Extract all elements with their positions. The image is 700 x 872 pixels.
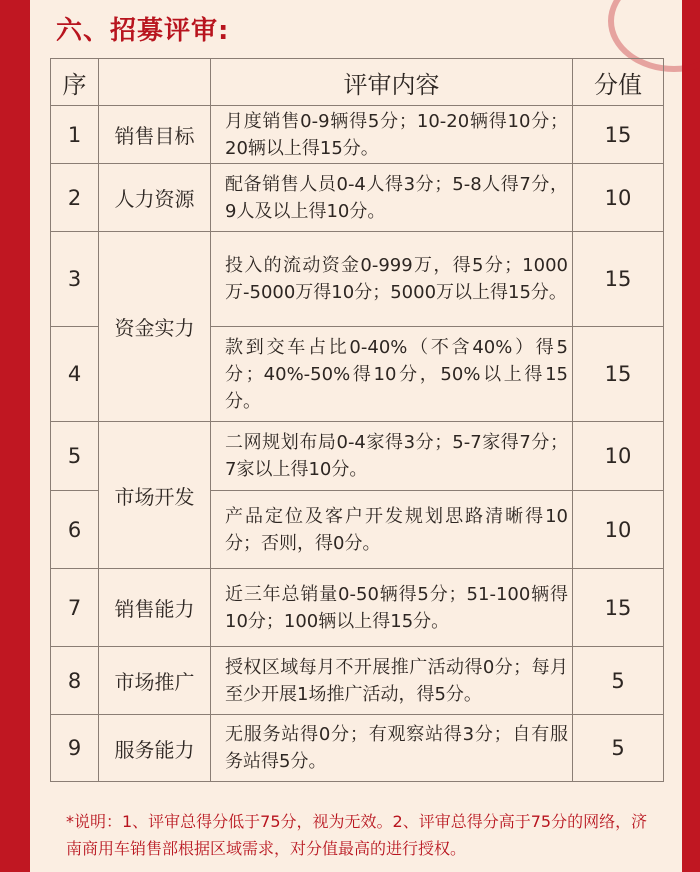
row-score: 15	[573, 327, 664, 422]
row-score: 10	[573, 164, 664, 232]
row-number: 6	[51, 491, 99, 569]
row-content: 投入的流动资金0-999万，得5分；1000万-5000万得10分；5000万以上得15分。	[211, 232, 573, 327]
header-score: 分值	[573, 59, 664, 106]
section-title: 六、招募评审:	[56, 16, 230, 46]
row-score: 15	[573, 569, 664, 647]
row-content: 授权区域每月不开展推广活动得0分；每月至少开展1场推广活动，得5分。	[211, 647, 573, 715]
row-content: 配备销售人员0-4人得3分；5-8人得7分，9人及以上得10分。	[211, 164, 573, 232]
row-score: 15	[573, 106, 664, 164]
row-content: 二网规划布局0-4家得3分；5-7家得7分；7家以上得10分。	[211, 422, 573, 491]
table-row	[51, 232, 664, 327]
table-row	[51, 715, 664, 782]
row-score: 10	[573, 491, 664, 569]
row-number: 1	[51, 106, 99, 164]
row-item: 市场推广	[99, 647, 211, 715]
table-row	[51, 647, 664, 715]
table-row	[51, 569, 664, 647]
row-number: 9	[51, 715, 99, 782]
row-score: 5	[573, 715, 664, 782]
row-item: 市场开发	[99, 422, 211, 569]
row-content: 款到交车占比0-40%（不含40%）得5分；40%-50%得10分，50%以上得15分。	[211, 327, 573, 422]
row-item: 销售能力	[99, 569, 211, 647]
table-row	[51, 106, 664, 164]
row-score: 15	[573, 232, 664, 327]
row-number: 4	[51, 327, 99, 422]
row-score: 10	[573, 422, 664, 491]
row-number: 5	[51, 422, 99, 491]
row-score: 5	[573, 647, 664, 715]
row-content: 近三年总销量0-50辆得5分；51-100辆得10分；100辆以上得15分。	[211, 569, 573, 647]
row-number: 7	[51, 569, 99, 647]
table-row	[51, 164, 664, 232]
evaluation-table	[50, 58, 664, 782]
header-item	[99, 59, 211, 106]
row-number: 3	[51, 232, 99, 327]
row-content: 产品定位及客户开发规划思路清晰得10分；否则，得0分。	[211, 491, 573, 569]
footnote: *说明：1、评审总得分低于75分，视为无效。2、评审总得分高于75分的网络，济南商用车销售部根据区域需求，对分值最高的进行授权。	[66, 812, 648, 858]
row-number: 8	[51, 647, 99, 715]
row-item: 资金实力	[99, 232, 211, 422]
table-row	[51, 422, 664, 491]
table-header-row	[51, 59, 664, 106]
header-no: 序	[51, 59, 99, 106]
row-item: 销售目标	[99, 106, 211, 164]
row-item: 服务能力	[99, 715, 211, 782]
header-content: 评审内容	[211, 59, 573, 106]
row-item: 人力资源	[99, 164, 211, 232]
row-content: 月度销售0-9辆得5分；10-20辆得10分；20辆以上得15分。	[211, 106, 573, 164]
row-content: 无服务站得0分；有观察站得3分；自有服务站得5分。	[211, 715, 573, 782]
row-number: 2	[51, 164, 99, 232]
